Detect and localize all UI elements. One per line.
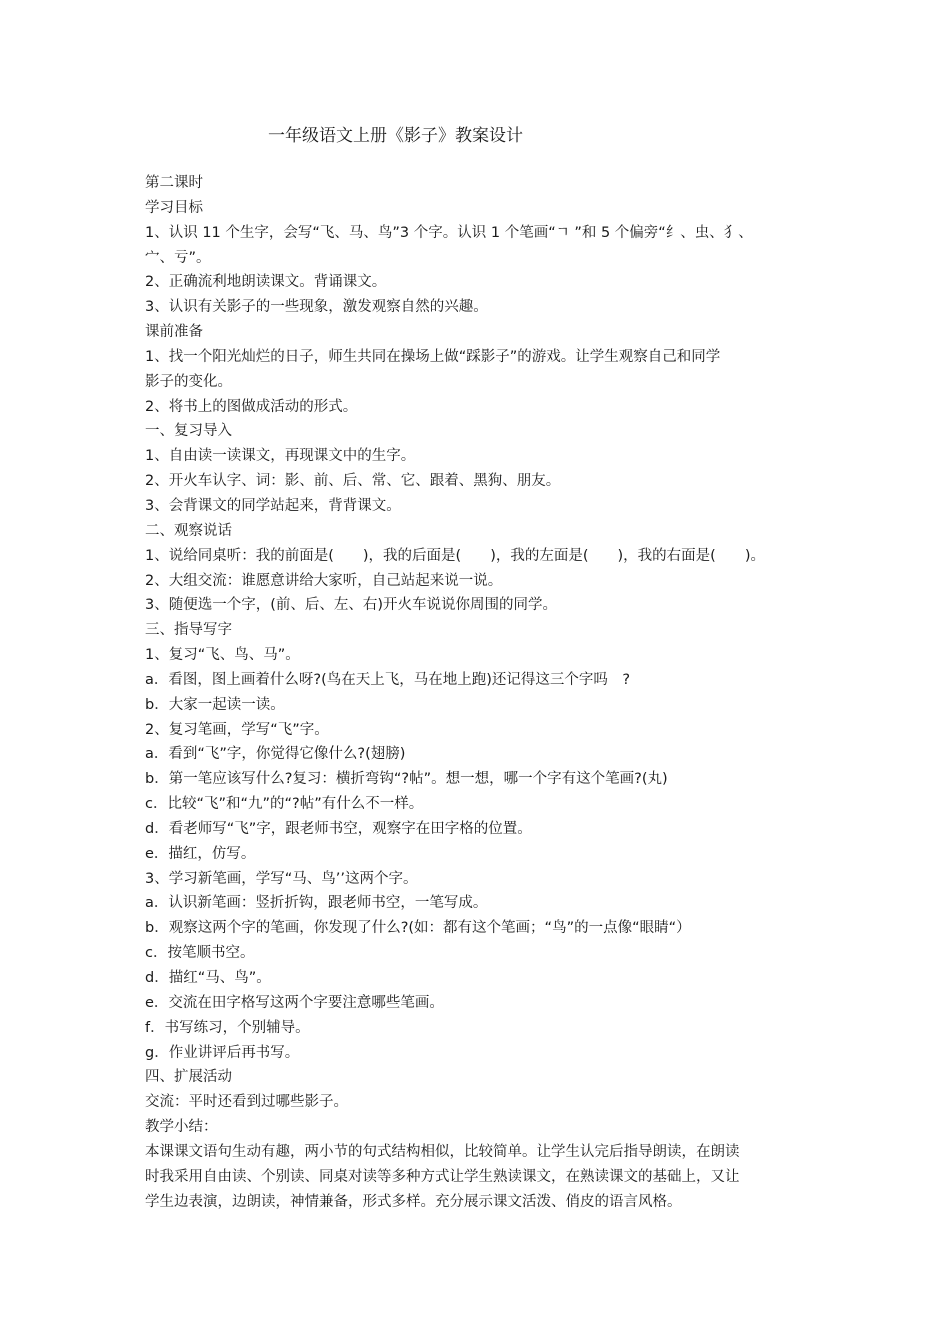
- text-line: a．看图，图上画着什么呀?(鸟在天上飞，马在地上跑)还记得这三个字吗 ?: [145, 671, 631, 688]
- text-line: d．看老师写“飞”字，跟老师书空，观察字在田字格的位置。: [145, 820, 532, 837]
- text-line: f．书写练习，个别辅导。: [145, 1019, 310, 1036]
- text-line: a．认识新笔画：竖折折钩，跟老师书空，一笔写成。: [145, 895, 488, 912]
- text-line: 宀、亏”。: [145, 249, 211, 266]
- text-line: 1、找一个阳光灿烂的日子，师生共同在操场上做“踩影子”的游戏。让学生观察自己和同学: [145, 348, 721, 365]
- text-line: 1、自由读一读课文，再现课文中的生字。: [145, 448, 416, 465]
- text-line: 2、将书上的图做成活动的形式。: [145, 398, 358, 415]
- text-line: b．第一笔应该写什么?复习：横折弯钩“?帖”。想一想，哪一个字有这个笔画?(丸): [145, 771, 668, 788]
- text-line: 1、认识 11 个生字，会写“飞、马、鸟”3 个字。认识 1 个笔画“ㄱ ”和 5 个偏旁“纟、虫、犭、: [145, 224, 753, 241]
- text-line: 2、正确流利地朗读课文。背诵课文。: [145, 274, 387, 291]
- section-label-lesson: 第二课时: [145, 175, 203, 191]
- text-line: 学生边表演，边朗读，神情兼备，形式多样。充分展示课文活泼、俏皮的语言风格。: [145, 1193, 682, 1210]
- text-line: c．按笔顺书空。: [145, 945, 255, 962]
- heading-extension: 四、扩展活动: [145, 1069, 232, 1086]
- text-line: 2、复习笔画，学写“飞”字。: [145, 721, 329, 738]
- heading-writing-guidance: 三、指导写字: [145, 622, 232, 639]
- text-line: 3、会背课文的同学站起来，背背课文。: [145, 497, 401, 514]
- document-title: 一年级语文上册《影子》教案设计: [268, 126, 523, 146]
- text-line: 影子的变化。: [145, 373, 232, 390]
- text-line: 2、开火车认字、词：影、前、后、常、它、跟着、黑狗、朋友。: [145, 473, 561, 490]
- text-line: g．作业讲评后再书写。: [145, 1044, 300, 1061]
- text-line: 交流：平时还看到过哪些影子。: [145, 1094, 348, 1111]
- text-line: c．比较“飞”和“九”的“?帖”有什么不一样。: [145, 796, 424, 813]
- text-line: d．描红“马、鸟”。: [145, 970, 271, 986]
- text-line: 3、学习新笔画，学写“马、鸟’’这两个字。: [145, 870, 418, 887]
- heading-summary: 教学小结：: [145, 1119, 218, 1136]
- text-line: b．大家一起读一读。: [145, 696, 285, 713]
- text-line: 本课课文语句生动有趣，两小节的句式结构相似，比较简单。让学生认完后指导朗读，在朗读: [145, 1143, 740, 1160]
- text-line: 1、复习“飞、鸟、马”。: [145, 647, 300, 664]
- text-line: e．交流在田字格写这两个字要注意哪些笔画。: [145, 994, 444, 1011]
- heading-review: 一、复习导入: [145, 423, 232, 440]
- text-line: 1、说给同桌听：我的前面是( )，我的后面是( )，我的左面是( )，我的右面是( )。: [145, 547, 765, 564]
- text-line: a．看到“飞”字，你觉得它像什么?(翅膀): [145, 746, 406, 763]
- text-line: 时我采用自由读、个别读、同桌对读等多种方式让学生熟读课文，在熟读课文的基础上，又让: [145, 1168, 740, 1185]
- text-line: 3、认识有关影子的一些现象，激发观察自然的兴趣。: [145, 299, 488, 316]
- document-body: [145, 171, 813, 1214]
- text-line: e．描红，仿写。: [145, 845, 256, 862]
- text-line: b．观察这两个字的笔画，你发现了什么?(如：都有这个笔画；“鸟”的一点像“眼睛“）: [145, 920, 691, 937]
- heading-learning-goals: 学习目标: [145, 199, 203, 216]
- text-line: 2、大组交流：谁愿意讲给大家听，自己站起来说一说。: [145, 572, 503, 589]
- heading-preparation: 课前准备: [145, 324, 203, 341]
- text-line: 3、随便选一个字，(前、后、左、右)开火车说说你周围的同学。: [145, 597, 558, 614]
- heading-observe-speak: 二、观察说话: [145, 522, 232, 539]
